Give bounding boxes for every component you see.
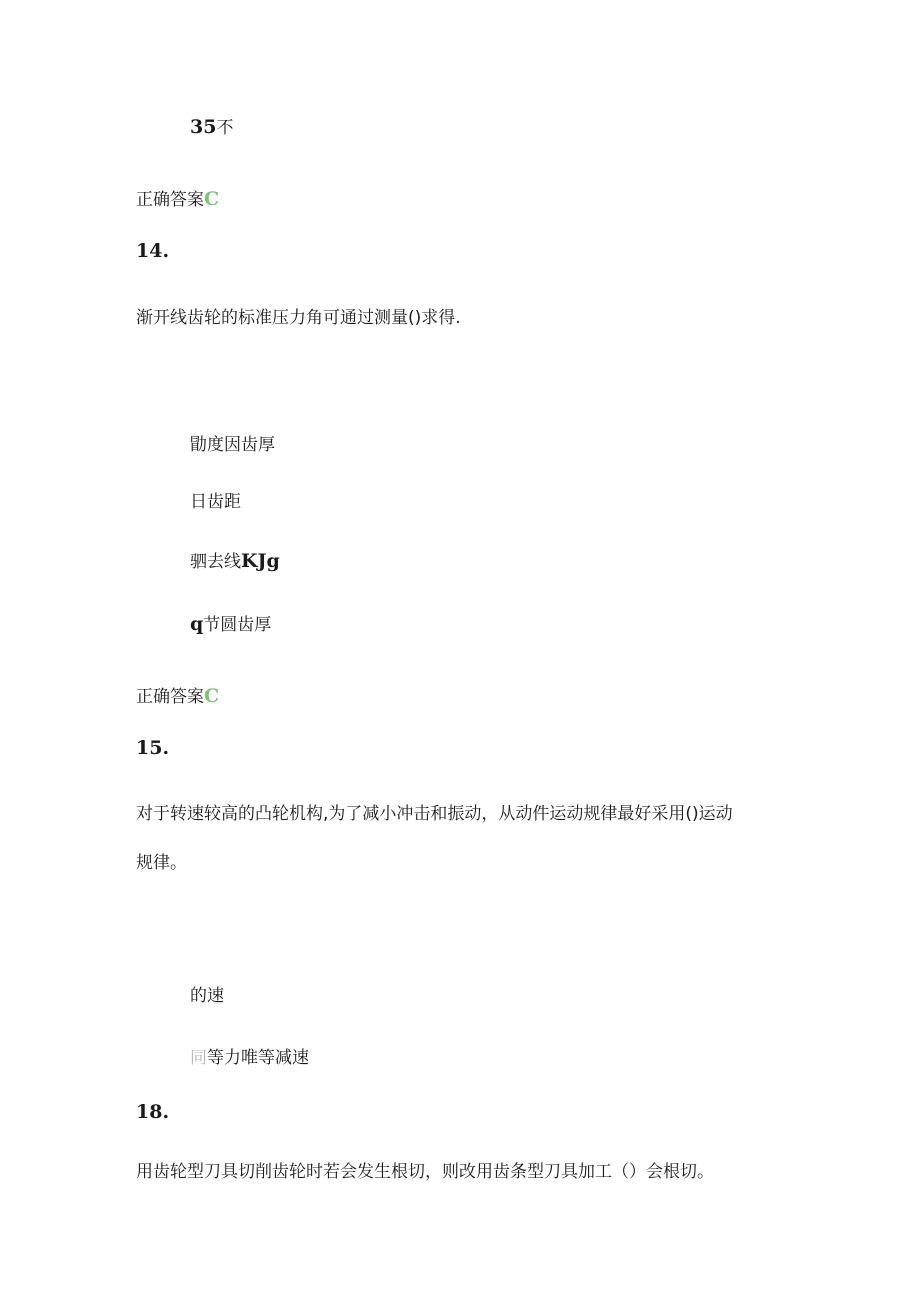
option-d-text: 节圆齿厚 bbox=[203, 615, 272, 635]
question-14-option-d bbox=[190, 613, 271, 635]
question-15-option-b bbox=[190, 1048, 309, 1067]
question-14-option-c bbox=[190, 550, 280, 572]
correct-answer-letter: C bbox=[204, 685, 220, 707]
correct-answer-1 bbox=[136, 188, 219, 210]
option-c-text: 驷去线 bbox=[190, 552, 241, 572]
option-35 bbox=[190, 116, 233, 138]
option-35-number: 35 bbox=[190, 116, 217, 138]
question-14-option-a: 勖度因齿厚 bbox=[190, 435, 275, 455]
correct-answer-letter: C bbox=[204, 188, 220, 210]
correct-answer-2 bbox=[136, 685, 219, 707]
question-18-stem: 用齿轮型刀具切削齿轮时若会发生根切，则改用齿条型刀具加工（）会根切。 bbox=[136, 1162, 714, 1182]
question-15-option-a: 的速 bbox=[190, 986, 224, 1006]
question-14-number: 14. bbox=[136, 240, 170, 262]
question-15-number: 15. bbox=[136, 737, 170, 759]
question-14-stem: 渐开线齿轮的标准压力角可通过测量()求得. bbox=[136, 308, 461, 328]
question-15-stem-line2: 规律。 bbox=[136, 853, 187, 873]
correct-answer-label: 正确答案 bbox=[136, 190, 204, 210]
question-15-stem-line1: 对于转速较高的凸轮机构,为了减小冲击和振动，从动件运动规律最好采用()运动 bbox=[136, 804, 733, 824]
option-b-prefix: 同 bbox=[190, 1048, 207, 1068]
option-c-latin: KJg bbox=[241, 550, 280, 572]
question-18-number: 18. bbox=[136, 1101, 170, 1123]
option-d-latin: q bbox=[190, 613, 204, 635]
question-14-option-b: 日齿距 bbox=[190, 492, 241, 512]
option-35-text: 不 bbox=[216, 118, 234, 138]
option-b-text: 等力唯等减速 bbox=[207, 1048, 309, 1068]
correct-answer-label: 正确答案 bbox=[136, 687, 204, 707]
